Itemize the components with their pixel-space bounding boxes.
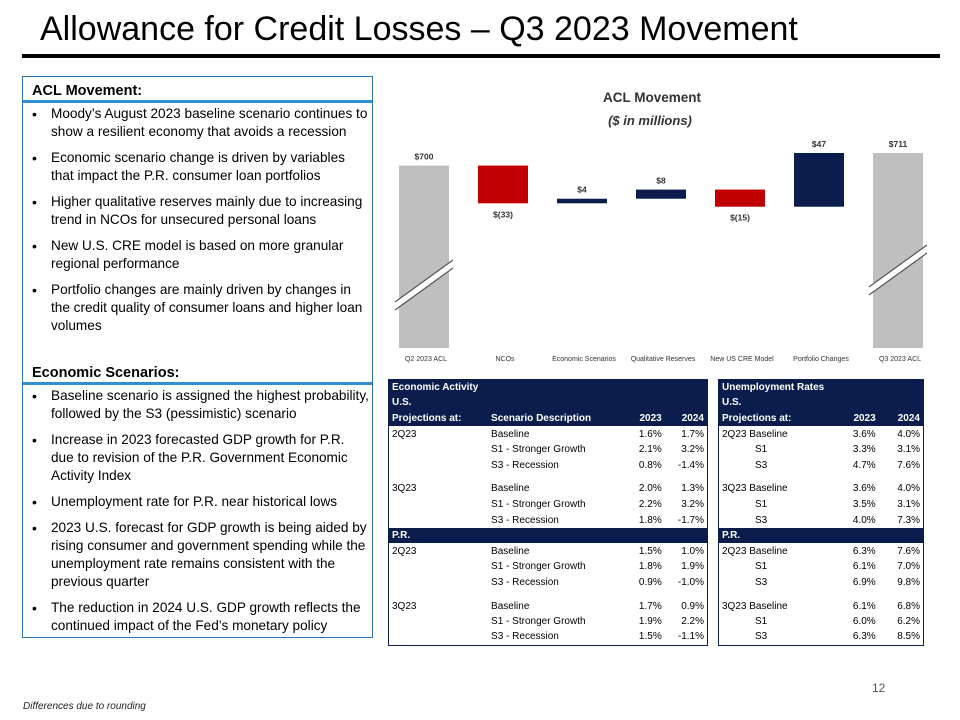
waterfall-bar bbox=[399, 166, 449, 348]
table-row bbox=[389, 629, 708, 645]
table-cell: 3.5% bbox=[852, 498, 876, 510]
list-item: • Higher qualitative reserves mainly due to increasing trend in NCOs for unsecured personal loans bbox=[32, 193, 370, 229]
list-item: • Portfolio changes are mainly driven by changes in the credit quality of consumer loans and higher loan volumes bbox=[32, 281, 370, 335]
waterfall-bar bbox=[557, 199, 607, 204]
table-cell: S1 - Stronger Growth bbox=[491, 561, 586, 573]
table-cell: 2024 bbox=[665, 411, 708, 427]
waterfall-bar bbox=[873, 153, 923, 348]
table-cell: S3 - Recession bbox=[491, 576, 559, 588]
table-cell: 6.1% bbox=[852, 561, 876, 573]
table-cell bbox=[389, 559, 489, 575]
acl-movement-heading: ACL Movement: bbox=[32, 83, 143, 99]
table-cell: P.R. bbox=[389, 528, 708, 544]
table-cell: S1 bbox=[755, 561, 768, 573]
table-cell: S3 bbox=[755, 514, 768, 526]
table-cell: -1.0% bbox=[677, 576, 704, 588]
data-label: $47 bbox=[811, 139, 827, 149]
table-cell: 2.2% bbox=[681, 616, 704, 628]
list-item: • The reduction in 2024 U.S. GDP growth reflects the continued impact of the Fed’s monetary policy bbox=[32, 599, 370, 635]
category-label: Q3 2023 ACL bbox=[878, 356, 922, 363]
table-cell: U.S. bbox=[719, 395, 924, 411]
table-row bbox=[719, 512, 924, 528]
acl-movement-chart bbox=[382, 82, 942, 372]
economic-activity-table bbox=[388, 379, 708, 646]
chart-subtitle: ($ in millions) bbox=[608, 113, 692, 128]
unemployment-rates-table bbox=[718, 379, 924, 646]
waterfall-bar bbox=[636, 190, 686, 199]
category-label: NCOs bbox=[495, 356, 515, 363]
table-row bbox=[389, 543, 708, 559]
table-cell: 1.7% bbox=[638, 600, 662, 612]
data-label: $700 bbox=[414, 151, 434, 162]
table-cell: Projections at: bbox=[719, 411, 835, 427]
table-cell: 4.0% bbox=[897, 428, 920, 440]
table-title-row bbox=[389, 380, 708, 396]
table-cell: S3 bbox=[755, 459, 768, 471]
list-item: • 2023 U.S. forecast for GDP growth is being aided by rising consumer and government spending while the unemployment rate remains consistent with the previous quarter bbox=[32, 519, 370, 591]
spacer-row bbox=[389, 590, 708, 598]
table-cell: 2023 bbox=[627, 411, 665, 427]
table-cell: 2Q23 Baseline bbox=[722, 545, 788, 557]
acl-movement-bullets bbox=[32, 105, 370, 343]
table-cell: 0.9% bbox=[681, 600, 704, 612]
acl-movement-rule bbox=[23, 100, 372, 103]
table-cell: 3.2% bbox=[681, 498, 704, 510]
list-item: • New U.S. CRE model is based on more granular regional performance bbox=[32, 237, 370, 273]
table-cell: 3.6% bbox=[852, 428, 876, 440]
table-cell: S3 bbox=[755, 631, 768, 643]
region-row bbox=[719, 395, 924, 411]
table-cell: 2.0% bbox=[638, 483, 662, 495]
table-cell: 6.3% bbox=[852, 631, 876, 643]
table-row bbox=[389, 497, 708, 513]
table-cell: S3 - Recession bbox=[491, 514, 559, 526]
table-row bbox=[719, 614, 924, 630]
table-cell: S1 bbox=[755, 616, 768, 628]
footnote: Differences due to rounding bbox=[23, 701, 146, 712]
column-header-row bbox=[719, 411, 924, 427]
table-cell: S3 - Recession bbox=[491, 631, 559, 643]
economic-scenarios-heading: Economic Scenarios: bbox=[32, 365, 180, 381]
category-label: Qualitative Reserves bbox=[630, 356, 696, 363]
table-row bbox=[719, 629, 924, 645]
table-cell: Economic Activity bbox=[389, 380, 708, 396]
table-cell: -1.4% bbox=[677, 459, 704, 471]
table-cell: Projections at: bbox=[389, 411, 489, 427]
table-cell: 3.1% bbox=[897, 498, 920, 510]
table-row bbox=[389, 598, 708, 614]
table-cell: 1.8% bbox=[638, 514, 662, 526]
slide-title: Allowance for Credit Losses – Q3 2023 Movement bbox=[40, 10, 798, 48]
spacer-row bbox=[719, 590, 924, 598]
table-cell: S3 bbox=[755, 576, 768, 588]
table-cell: S1 bbox=[755, 444, 768, 456]
table-row bbox=[389, 559, 708, 575]
table-cell bbox=[389, 512, 489, 528]
table-cell: 6.1% bbox=[852, 600, 876, 612]
list-item: • Economic scenario change is driven by variables that impact the P.R. consumer loan portfolios bbox=[32, 149, 370, 185]
category-label: New US CRE Model bbox=[710, 356, 774, 363]
table-row bbox=[719, 457, 924, 473]
table-cell bbox=[389, 590, 708, 598]
table-cell: 2023 bbox=[835, 411, 879, 427]
table-cell: 4.7% bbox=[852, 459, 876, 471]
table-cell bbox=[389, 457, 489, 473]
table-row bbox=[389, 575, 708, 591]
table-row bbox=[719, 543, 924, 559]
list-item: • Baseline scenario is assigned the highest probability, followed by the S3 (pessimistic) scenario bbox=[32, 387, 370, 423]
commentary-panel bbox=[22, 76, 373, 638]
table-cell: 8.5% bbox=[897, 631, 920, 643]
table-cell: 4.0% bbox=[852, 514, 876, 526]
table-cell bbox=[719, 473, 924, 481]
table-row bbox=[719, 497, 924, 513]
table-cell: 3.1% bbox=[897, 444, 920, 456]
table-row bbox=[719, 559, 924, 575]
table-cell: 7.6% bbox=[897, 459, 920, 471]
table-cell: 3Q23 bbox=[392, 483, 417, 495]
table-cell: 7.0% bbox=[897, 561, 920, 573]
category-label: Economic Scenarios bbox=[552, 356, 616, 363]
data-label: $(33) bbox=[493, 209, 513, 220]
table-cell: 6.8% bbox=[897, 600, 920, 612]
table-cell: S3 - Recession bbox=[491, 459, 559, 471]
table-cell: U.S. bbox=[389, 395, 708, 411]
table-cell: 1.0% bbox=[681, 545, 704, 557]
waterfall-bar bbox=[715, 190, 765, 207]
column-header-row bbox=[389, 411, 708, 427]
chart-title: ACL Movement bbox=[602, 90, 702, 105]
table-cell bbox=[389, 442, 489, 458]
table-cell: 9.8% bbox=[897, 576, 920, 588]
table-cell: 1.5% bbox=[638, 631, 662, 643]
table-cell: 2.2% bbox=[638, 498, 662, 510]
table-cell: 7.3% bbox=[897, 514, 920, 526]
table-cell: -1.7% bbox=[677, 514, 704, 526]
table-cell: 0.8% bbox=[638, 459, 662, 471]
table-cell: 7.6% bbox=[897, 545, 920, 557]
waterfall-bar bbox=[478, 166, 528, 204]
table-cell: 1.3% bbox=[681, 483, 704, 495]
region-row bbox=[389, 528, 708, 544]
table-cell: 3Q23 Baseline bbox=[722, 600, 788, 612]
table-row bbox=[389, 614, 708, 630]
table-cell: -1.1% bbox=[677, 631, 704, 643]
table-cell: 4.0% bbox=[897, 483, 920, 495]
table-cell: S1 - Stronger Growth bbox=[491, 444, 586, 456]
data-label: $(15) bbox=[730, 212, 750, 223]
table-cell: 1.5% bbox=[638, 545, 662, 557]
table-cell: 6.0% bbox=[852, 616, 876, 628]
table-row bbox=[719, 426, 924, 442]
list-item: • Increase in 2023 forecasted GDP growth for P.R. due to revision of the P.R. Government Economic Activity Index bbox=[32, 431, 370, 485]
table-cell bbox=[389, 629, 489, 645]
table-cell: 1.6% bbox=[638, 428, 662, 440]
spacer-row bbox=[389, 473, 708, 481]
page-number: 12 bbox=[872, 681, 886, 695]
table-cell: Baseline bbox=[491, 600, 530, 612]
table-cell: 0.9% bbox=[638, 576, 662, 588]
table-row bbox=[389, 442, 708, 458]
list-item: • Unemployment rate for P.R. near historical lows bbox=[32, 493, 370, 511]
table-cell bbox=[389, 575, 489, 591]
table-cell bbox=[719, 590, 924, 598]
table-cell: 2024 bbox=[879, 411, 924, 427]
table-cell: 2.1% bbox=[638, 444, 662, 456]
table-row bbox=[719, 575, 924, 591]
economic-scenarios-bullets bbox=[32, 387, 370, 643]
table-cell bbox=[389, 497, 489, 513]
table-row bbox=[719, 598, 924, 614]
table-cell: 1.8% bbox=[638, 561, 662, 573]
category-label: Portfolio Changes bbox=[793, 356, 849, 363]
table-cell: Baseline bbox=[491, 428, 530, 440]
table-cell: P.R. bbox=[719, 528, 924, 544]
title-divider bbox=[22, 54, 940, 58]
data-label: $711 bbox=[888, 139, 908, 149]
table-row bbox=[389, 512, 708, 528]
region-row bbox=[719, 528, 924, 544]
table-cell: 2Q23 bbox=[392, 545, 417, 557]
table-cell: 6.9% bbox=[852, 576, 876, 588]
table-cell: 3Q23 bbox=[392, 600, 417, 612]
table-row bbox=[719, 481, 924, 497]
table-cell: Baseline bbox=[491, 545, 530, 557]
table-cell: 6.3% bbox=[852, 545, 876, 557]
region-row bbox=[389, 395, 708, 411]
data-label: $8 bbox=[656, 175, 666, 186]
table-cell: 3.3% bbox=[852, 444, 876, 456]
table-cell: S1 - Stronger Growth bbox=[491, 616, 586, 628]
table-cell: 1.9% bbox=[638, 616, 662, 628]
table-cell: 3.2% bbox=[681, 444, 704, 456]
waterfall-bar bbox=[794, 153, 844, 207]
data-label: $4 bbox=[577, 184, 587, 195]
table-cell: Baseline bbox=[491, 483, 530, 495]
table-cell: 1.9% bbox=[681, 561, 704, 573]
table-cell bbox=[389, 614, 489, 630]
table-row bbox=[719, 442, 924, 458]
table-title-row bbox=[719, 380, 924, 396]
table-row bbox=[389, 457, 708, 473]
list-item: • Moody’s August 2023 baseline scenario continues to show a resilient economy that avoids a recession bbox=[32, 105, 370, 141]
table-cell: 6.2% bbox=[897, 616, 920, 628]
economic-scenarios-rule bbox=[23, 382, 372, 385]
table-row bbox=[389, 481, 708, 497]
table-cell: 2Q23 Baseline bbox=[722, 428, 788, 440]
table-cell: 3.6% bbox=[852, 483, 876, 495]
table-cell: 2Q23 bbox=[392, 428, 417, 440]
table-cell: S1 bbox=[755, 498, 768, 510]
table-row bbox=[389, 426, 708, 442]
table-cell: 1.7% bbox=[681, 428, 704, 440]
category-label: Q2 2023 ACL bbox=[404, 356, 448, 363]
table-cell: Unemployment Rates bbox=[719, 380, 924, 396]
spacer-row bbox=[719, 473, 924, 481]
table-cell: Scenario Description bbox=[488, 411, 627, 427]
table-cell: S1 - Stronger Growth bbox=[491, 498, 586, 510]
table-cell bbox=[389, 473, 708, 481]
table-cell: 3Q23 Baseline bbox=[722, 483, 788, 495]
